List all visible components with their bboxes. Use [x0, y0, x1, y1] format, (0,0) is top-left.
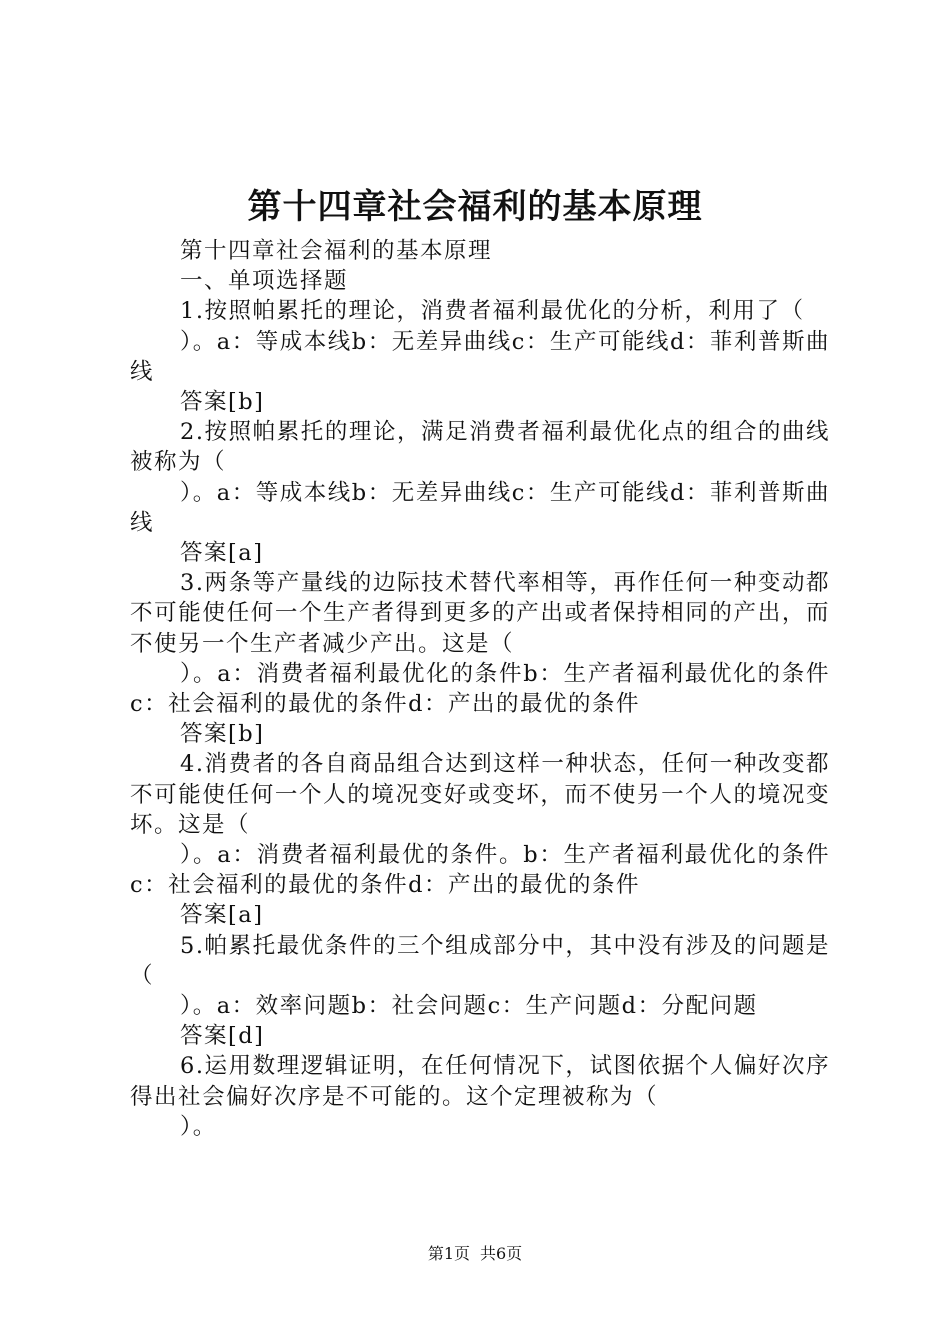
question-1-answer: 答案[b] — [180, 389, 265, 416]
question-5-options: ）。a：效率问题b：社会问题c：生产问题d：分配问题 — [180, 993, 758, 1020]
question-4-stem: 4.消费者的各自商品组合达到这样一种状态，任何一种改变都不可能使任何一个人的境况变好或变坏，而不使另一个人的境况变坏。这是（ — [130, 751, 830, 838]
question-2-answer: 答案[a] — [180, 540, 264, 567]
question-4-options: ）。a：消费者福利最优的条件。b：生产者福利最优化的条件c：社会福利的最优的条件d：产出的最优的条件 — [130, 842, 830, 899]
question-1-options: ）。a：等成本线b：无差异曲线c：生产可能线d：菲利普斯曲线 — [130, 328, 830, 385]
question-3-stem: 3.两条等产量线的边际技术替代率相等，再作任何一种变动都不可能使任何一个生产者得到更多的产出或者保持相同的产出，而不使另一个生产者减少产出。这是（ — [130, 570, 830, 657]
question-2-options: ）。a：等成本线b：无差异曲线c：生产可能线d：菲利普斯曲线 — [130, 479, 830, 536]
page-total: 共6页 — [480, 1244, 523, 1263]
section-heading: 一、单项选择题 — [180, 268, 349, 295]
question-5-stem: 5.帕累托最优条件的三个组成部分中，其中没有涉及的问题是（ — [130, 932, 830, 989]
page-number: 第1页 — [427, 1244, 470, 1263]
question-3-answer: 答案[b] — [180, 721, 265, 748]
document-body — [130, 236, 830, 1142]
page-footer — [0, 1243, 950, 1265]
question-3-options: ）。a：消费者福利最优化的条件b：生产者福利最优化的条件c：社会福利的最优的条件d：产出的最优的条件 — [130, 660, 830, 718]
question-5-answer: 答案[d] — [180, 1023, 265, 1050]
body-heading: 第十四章社会福利的基本原理 — [180, 238, 493, 264]
question-6-options: ）。 — [180, 1113, 217, 1140]
question-2-stem: 2.按照帕累托的理论，满足消费者福利最优化点的组合的曲线被称为（ — [130, 419, 830, 476]
question-6-stem: 6.运用数理逻辑证明，在任何情况下，试图依据个人偏好次序得出社会偏好次序是不可能的。这个定理被称为（ — [130, 1053, 830, 1110]
document-title: 第十四章社会福利的基本原理 — [247, 187, 703, 227]
question-1-stem: 1.按照帕累托的理论，消费者福利最优化的分析，利用了（ — [180, 298, 805, 325]
question-4-answer: 答案[a] — [180, 902, 264, 929]
